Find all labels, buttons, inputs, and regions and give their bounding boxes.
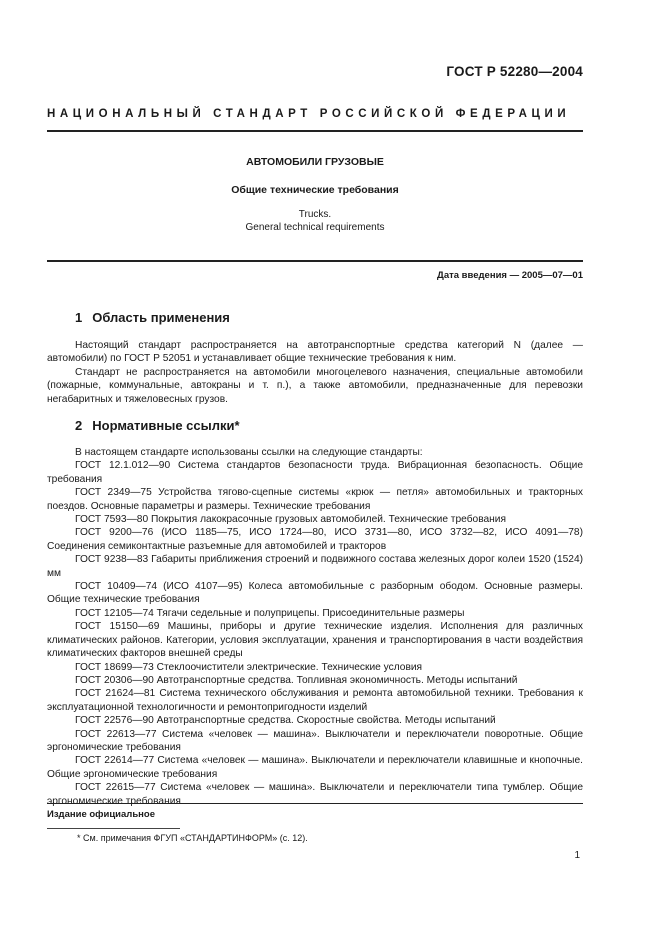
paragraph: Стандарт не распространяется на автомобили многоцелевого назначения, специальные автомобили (пожарные, коммунальные, автокраны и т. п.), а также автомобили, предназначенные для перевозки негабаритных и тяжеловесных грузов. <box>47 366 583 405</box>
official-edition-label: Издание официальное <box>47 809 155 820</box>
reference-item: ГОСТ 20306—90 Автотранспортные средства. Топливная экономичность. Методы испытаний <box>75 674 518 686</box>
reference-item: ГОСТ 12105—74 Тягачи седельные и полуприцепы. Присоединительные размеры <box>75 607 465 619</box>
footer-divider <box>47 803 583 804</box>
paragraph: Настоящий стандарт распространяется на автотранспортные средства категорий N (далее — автомобили) по ГОСТ Р 52051 и устанавливает общие технические требования к ним. <box>47 340 583 365</box>
reference-item: ГОСТ 7593—80 Покрытия лакокрасочные грузовых автомобилей. Технические требования <box>75 514 506 526</box>
reference-item: ГОСТ 2349—75 Устройства тягово-сцепные системы «крюк — петля» автомобильных и тракторных поездов. Основные параметры и размеры. Технические требования <box>47 487 583 512</box>
english-title-line1: Trucks. <box>298 209 332 220</box>
section-2-title: Нормативные ссылки* <box>92 418 240 433</box>
page-number: 1 <box>574 850 580 861</box>
section-1-body <box>47 339 583 406</box>
reference-item: ГОСТ 22615—77 Система «человек — машина». Выключатели и переключатели типа тумблер. Общие эргономические требования <box>47 782 583 807</box>
reference-item: ГОСТ 18699—73 Стеклоочистители электрические. Технические условия <box>75 661 423 673</box>
footnote: * См. примечания ФГУП «СТАНДАРТИНФОРМ» (с. 12). <box>77 833 308 843</box>
top-divider <box>47 130 583 132</box>
reference-item: ГОСТ 22576—90 Автотранспортные средства. Скоростные свойства. Методы испытаний <box>75 715 496 727</box>
reference-item: ГОСТ 12.1.012—90 Система стандартов безопасности труда. Вибрационная безопасность. Общие требования <box>47 460 583 485</box>
english-title-line2: General technical requirements <box>245 222 385 233</box>
section-2-number: 2 <box>75 418 83 433</box>
section-2-heading <box>75 418 240 433</box>
reference-item: ГОСТ 9200—76 (ИСО 1185—75, ИСО 1724—80, ИСО 3731—80, ИСО 3732—82, ИСО 4091—78) Соединения семиконтактные разъемные для автомобилей и тракторов <box>47 527 583 552</box>
national-standard-banner: НАЦИОНАЛЬНЫЙ СТАНДАРТ РОССИЙСКОЙ ФЕДЕРАЦИИ <box>47 108 571 120</box>
reference-item: ГОСТ 21624—81 Система технического обслуживания и ремонта автомобильной техники. Требования к эксплуатационной технологичности и ремонтопригодности изделий <box>47 688 583 713</box>
document-title: АВТОМОБИЛИ ГРУЗОВЫЕ <box>246 156 384 168</box>
english-title <box>47 208 583 234</box>
reference-item: ГОСТ 22613—77 Система «человек — машина». Выключатели и переключатели поворотные. Общие эргономические требования <box>47 728 583 753</box>
reference-item: ГОСТ 9238—83 Габариты приближения строений и подвижного состава железных дорог колеи 1520 (1524) мм <box>47 554 583 579</box>
footnote-divider <box>47 828 180 829</box>
reference-item: ГОСТ 10409—74 (ИСО 4107—95) Колеса автомобильные с разборным ободом. Основные размеры. Общие технические требования <box>47 581 583 606</box>
introduction-date: Дата введения — 2005—07—01 <box>437 270 583 281</box>
references-intro: В настоящем стандарте использованы ссылки на следующие стандарты: <box>75 447 423 458</box>
title-divider <box>47 260 583 262</box>
reference-item: ГОСТ 22614—77 Система «человек — машина». Выключатели и переключатели клавишные и кнопочные. Общие эргономические требования <box>47 755 583 780</box>
document-number: ГОСТ Р 52280—2004 <box>446 64 583 79</box>
section-1-title: Область применения <box>92 310 230 325</box>
reference-item: ГОСТ 15150—69 Машины, приборы и другие технические изделия. Исполнения для различных климатических районов. Категории, условия эксплуатации, хранения и транспортирования в части воздействия климатических факторов внешней среды <box>47 621 583 660</box>
references-list <box>47 446 583 808</box>
document-subtitle: Общие технические требования <box>231 184 399 196</box>
section-1-heading <box>75 310 230 325</box>
section-1-number: 1 <box>75 310 83 325</box>
